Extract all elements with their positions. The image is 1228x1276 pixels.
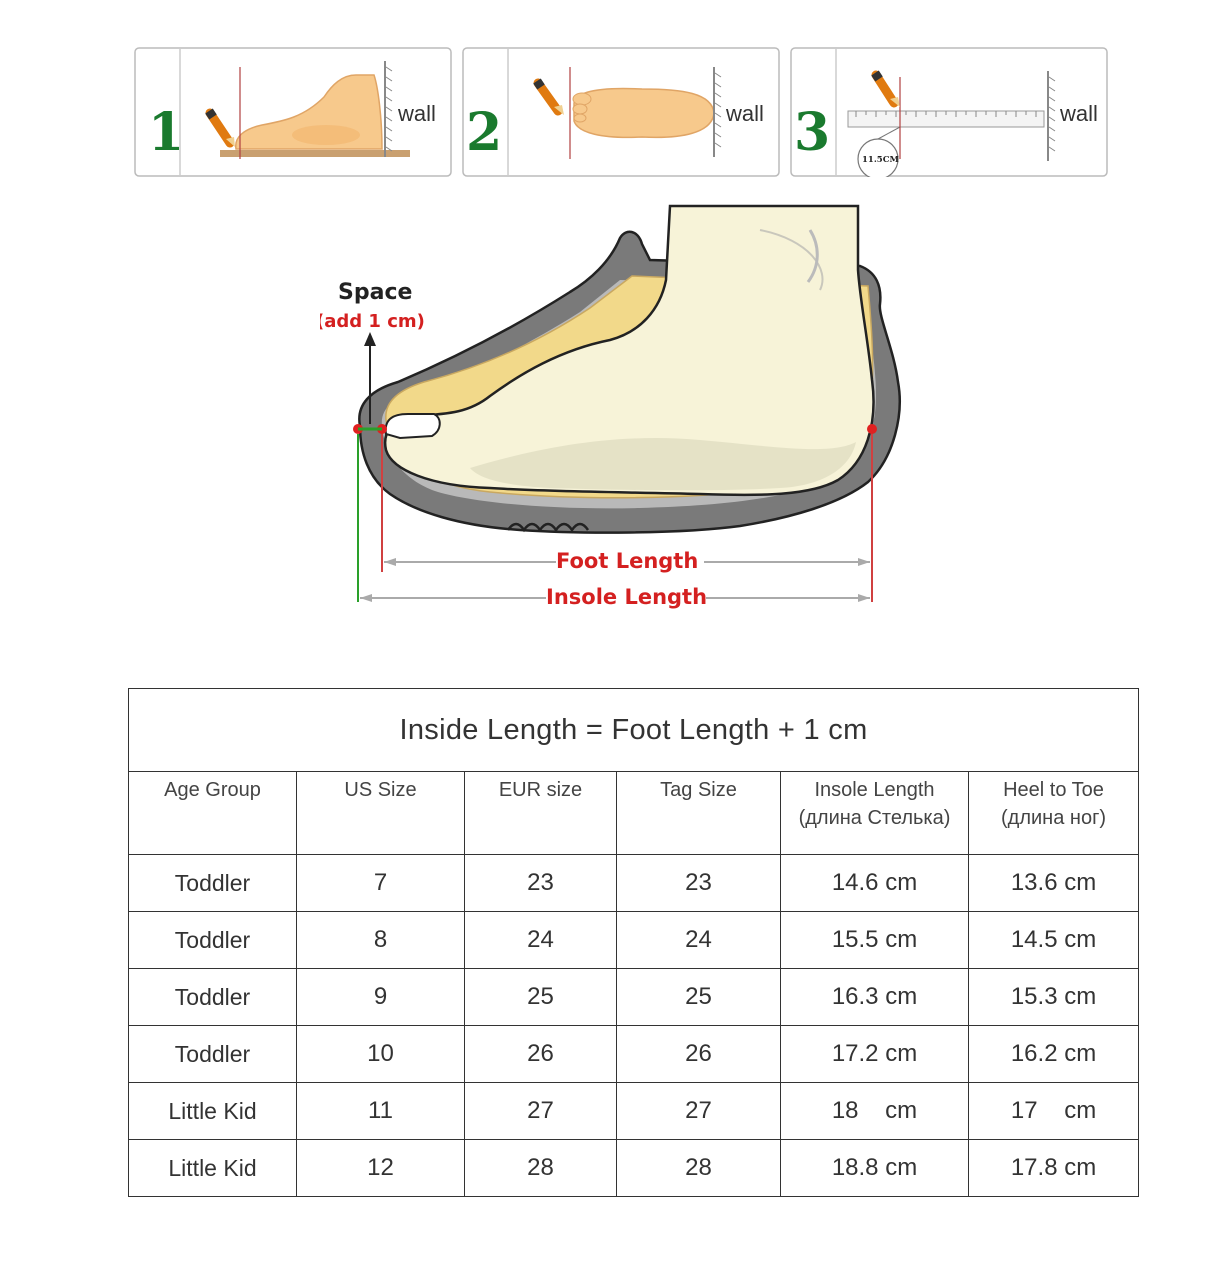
shoe-measurement-diagram [320, 200, 920, 630]
table-title: Inside Length = Foot Length + 1 cm [129, 689, 1139, 772]
cell-insole-length: 18.8 cm [781, 1140, 969, 1197]
step-1-wall-label: wall [398, 101, 436, 126]
space-note: (add 1 cm) [320, 311, 425, 332]
step-3-number: 3 [794, 102, 831, 163]
cell-eur-size: 28 [465, 1140, 617, 1197]
size-chart-table [128, 688, 1139, 1197]
column-header-tag-size: Tag Size [617, 772, 781, 855]
table-row [129, 1083, 1139, 1140]
cell-eur-size: 25 [465, 969, 617, 1026]
cell-us-size: 10 [297, 1026, 465, 1083]
cell-us-size: 9 [297, 969, 465, 1026]
cell-tag-size: 28 [617, 1140, 781, 1197]
measuring-steps [0, 0, 1228, 200]
cell-heel-to-toe: 16.2 cm [969, 1026, 1139, 1083]
table-row [129, 912, 1139, 969]
cell-age-group: Toddler [129, 1026, 297, 1083]
table-header-row [129, 772, 1139, 855]
cell-us-size: 12 [297, 1140, 465, 1197]
cell-age-group: Toddler [129, 855, 297, 912]
step-2-panel [462, 47, 780, 177]
cell-eur-size: 27 [465, 1083, 617, 1140]
ruler-reading: 11.5CM [862, 155, 899, 165]
column-header-age-group: Age Group [129, 772, 297, 855]
cell-age-group: Little Kid [129, 1140, 297, 1197]
table-row [129, 1026, 1139, 1083]
column-header-heel-to-toe: Heel to Toe (длина ног) [969, 772, 1139, 855]
step-2-number: 2 [466, 102, 503, 163]
cell-us-size: 11 [297, 1083, 465, 1140]
step-2-wall-label: wall [726, 101, 764, 126]
cell-us-size: 7 [297, 855, 465, 912]
cell-tag-size: 24 [617, 912, 781, 969]
cell-eur-size: 24 [465, 912, 617, 969]
cell-heel-to-toe: 17.8 cm [969, 1140, 1139, 1197]
foot-length-label: Foot Length [556, 549, 699, 573]
foot-top-icon [573, 89, 714, 138]
cell-us-size: 8 [297, 912, 465, 969]
step-3-panel [790, 47, 1108, 177]
cell-heel-to-toe: 17 cm [969, 1083, 1139, 1140]
space-label: Space [338, 280, 413, 305]
cell-age-group: Toddler [129, 969, 297, 1026]
table-row [129, 855, 1139, 912]
cell-insole-length: 18 cm [781, 1083, 969, 1140]
cell-heel-to-toe: 15.3 cm [969, 969, 1139, 1026]
column-header-eur-size: EUR size [465, 772, 617, 855]
step-1-panel [134, 47, 452, 177]
cell-age-group: Little Kid [129, 1083, 297, 1140]
cell-tag-size: 27 [617, 1083, 781, 1140]
cell-heel-to-toe: 13.6 cm [969, 855, 1139, 912]
cell-tag-size: 23 [617, 855, 781, 912]
cell-insole-length: 17.2 cm [781, 1026, 969, 1083]
cell-tag-size: 25 [617, 969, 781, 1026]
step-3-wall-label: wall [1060, 101, 1098, 126]
cell-age-group: Toddler [129, 912, 297, 969]
table-row [129, 969, 1139, 1026]
table-row [129, 1140, 1139, 1197]
cell-insole-length: 14.6 cm [781, 855, 969, 912]
step-1-number: 1 [148, 102, 185, 163]
cell-tag-size: 26 [617, 1026, 781, 1083]
column-header-us-size: US Size [297, 772, 465, 855]
insole-length-label: Insole Length [546, 585, 708, 609]
cell-eur-size: 23 [465, 855, 617, 912]
cell-heel-to-toe: 14.5 cm [969, 912, 1139, 969]
cell-insole-length: 15.5 cm [781, 912, 969, 969]
column-header-insole-length: Insole Length (длина Стелька) [781, 772, 969, 855]
cell-eur-size: 26 [465, 1026, 617, 1083]
cell-insole-length: 16.3 cm [781, 969, 969, 1026]
